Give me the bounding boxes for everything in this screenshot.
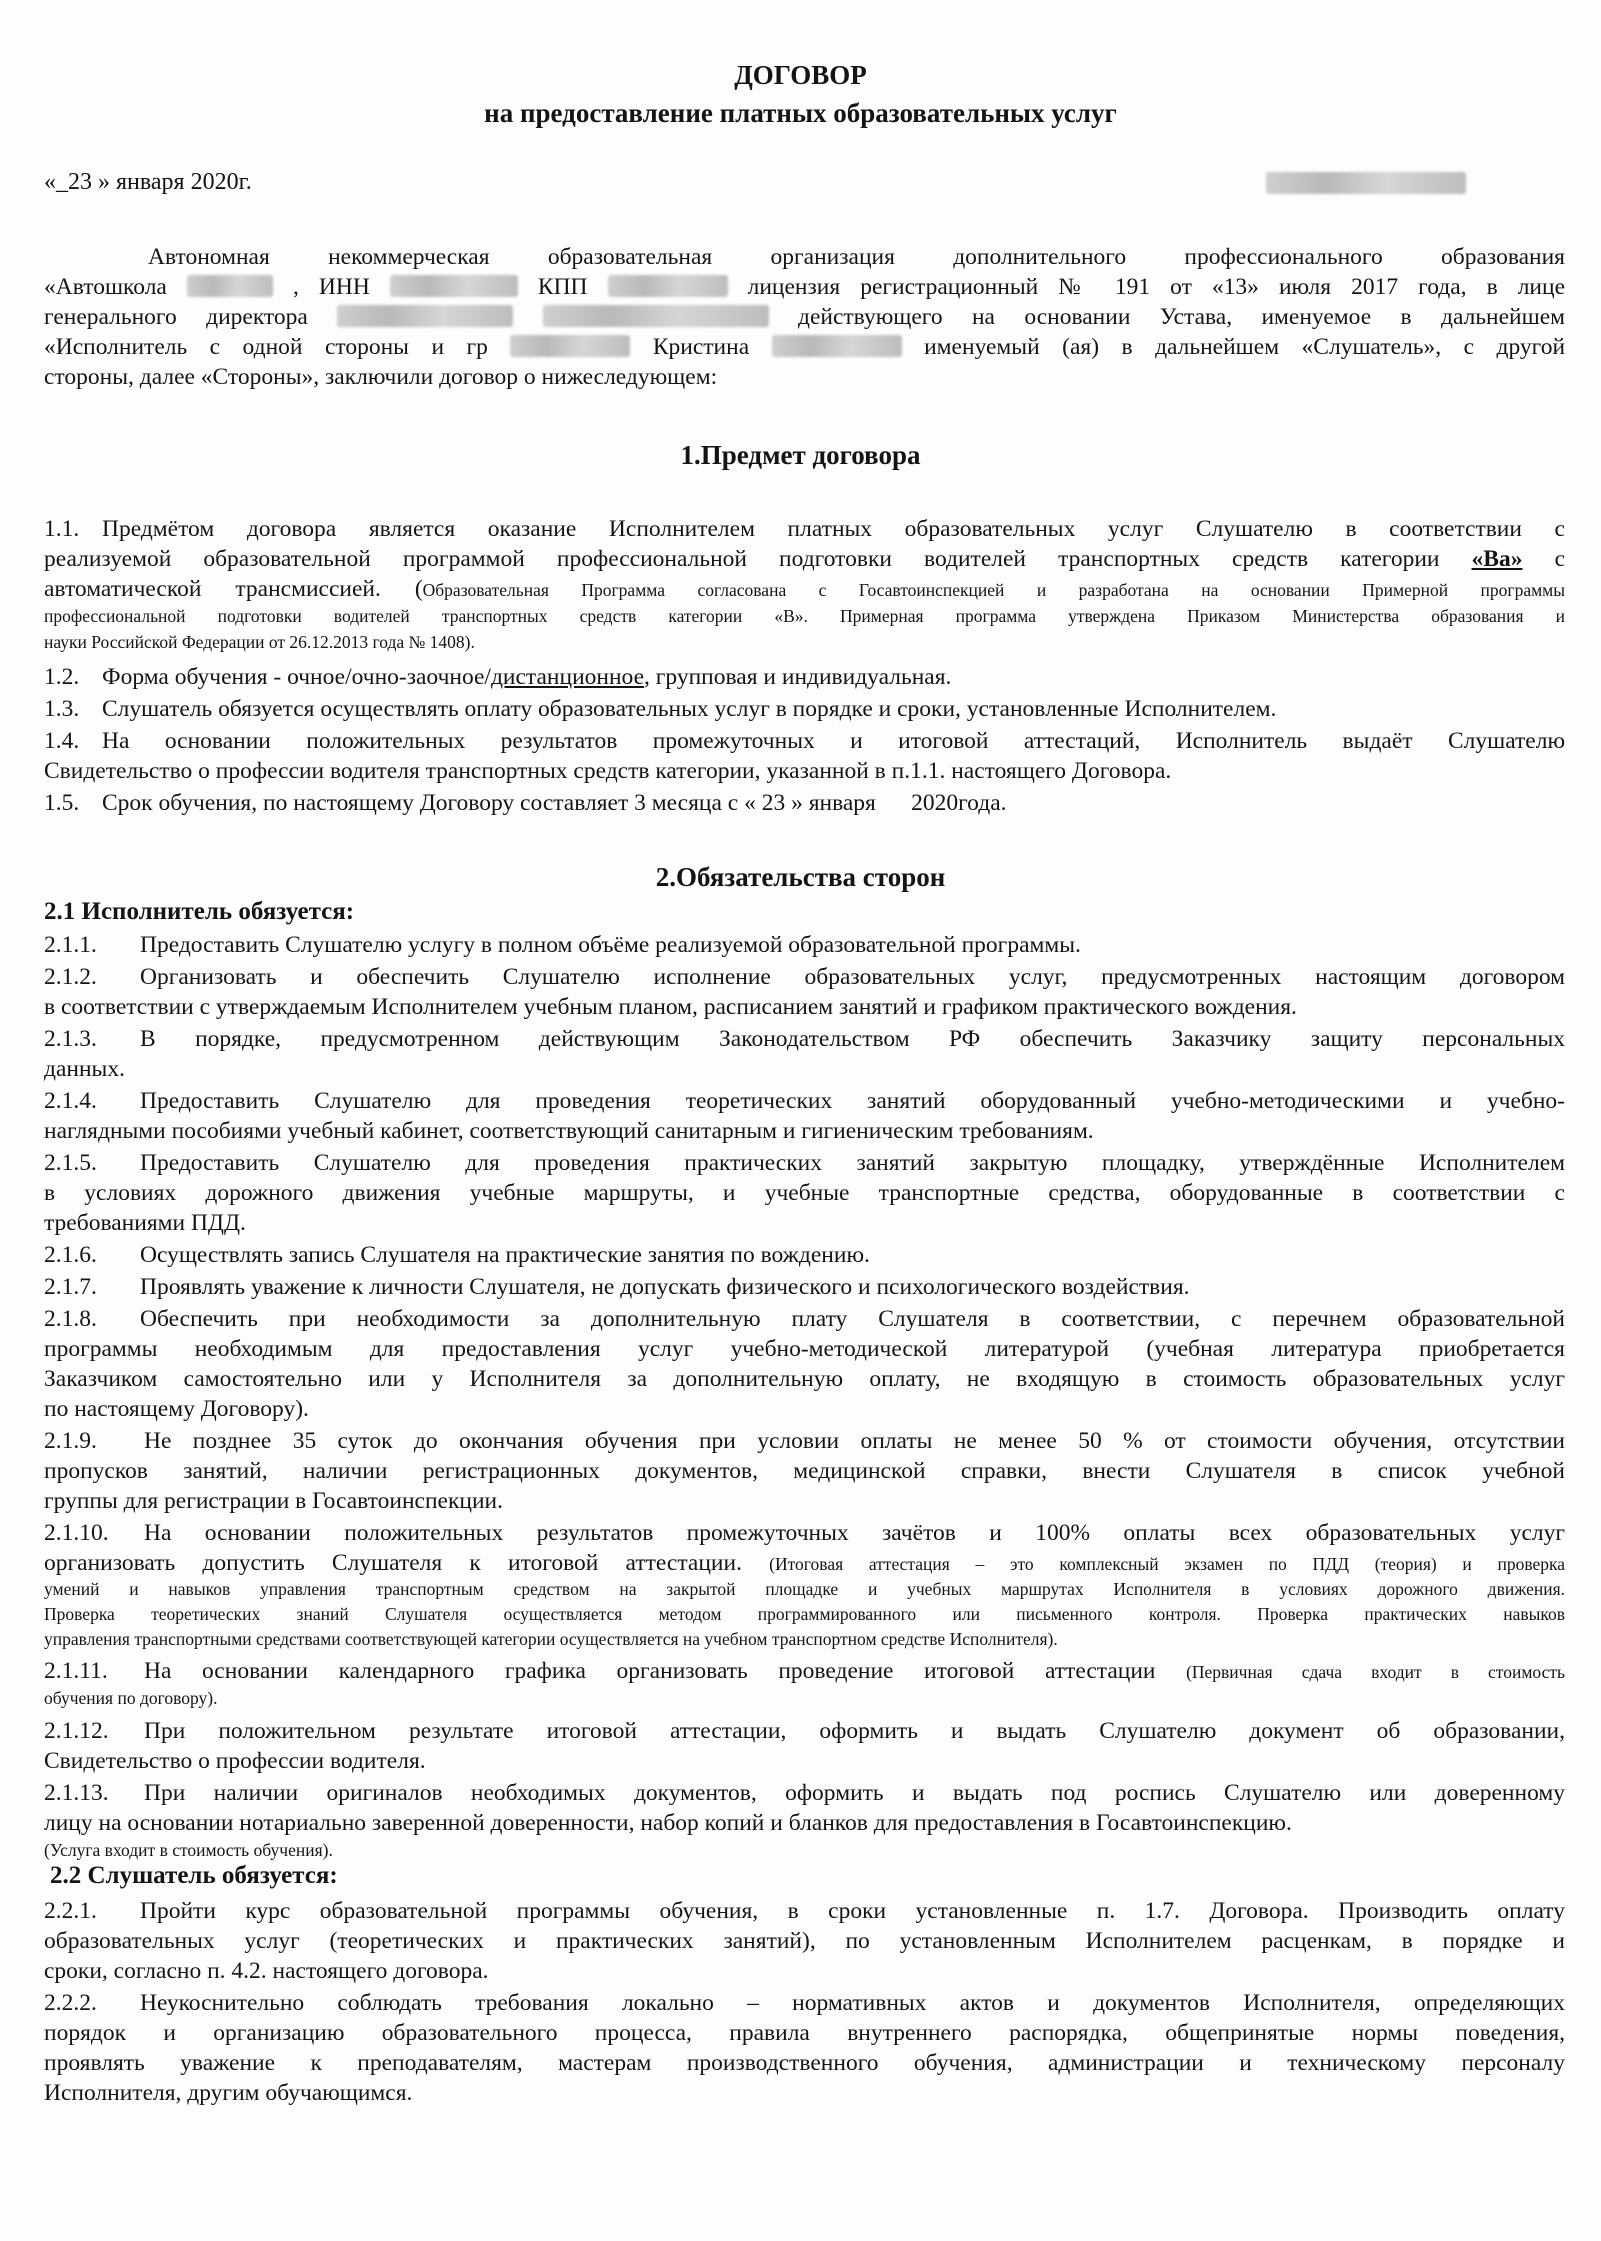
clause-2-1-10-line-5: управления транспортными средствами соответствующей категории осуществляется на учебном транспортном средстве Исполнителя). xyxy=(44,1629,1058,1649)
clause-text: Осуществлять запись Слушателя на практические занятия по вождению. xyxy=(140,1242,870,1268)
redacted-inn xyxy=(390,275,518,297)
intro-text: КПП xyxy=(537,274,588,300)
clause-text: с xyxy=(1554,546,1565,572)
clause-1-1-line-2 xyxy=(44,544,1565,574)
clause-number: 2.2.1. xyxy=(44,1898,97,1924)
redacted-school-name xyxy=(187,275,273,297)
clause-2-1-5-line-2: в условиях дорожного движения учебные маршруты, и учебные транспортные средства, оборудованные в соответствии с xyxy=(44,1180,1565,1206)
clause-text: Предоставить Слушателю услугу в полном объёме реализуемой образовательной программы. xyxy=(140,932,1081,958)
intro-line-5: стороны, далее «Стороны», заключили договор о нижеследующем: xyxy=(44,364,718,390)
redacted-student-surname xyxy=(510,335,630,357)
clause-text: Неукоснительно соблюдать требования локально – нормативных актов и документов Исполнителя, определяющих xyxy=(140,1990,1565,2016)
clause-number: 2.1.8. xyxy=(44,1306,97,1332)
clause-number: 2.1.6. xyxy=(44,1242,97,1268)
clause-text: Слушатель обязуется осуществлять оплату образовательных услуг в порядке и сроки, установленные Исполнителем. xyxy=(102,696,1277,722)
clause-text: Обеспечить при необходимости за дополнительную плату Слушателя в соответствии, с перечнем образовательной xyxy=(140,1306,1565,1332)
clause-number: 2.1.7. xyxy=(44,1274,97,1300)
section-2-heading: 2.Обязательства сторон xyxy=(655,862,946,892)
clause-number: 2.1.11. xyxy=(44,1658,108,1684)
clause-text: реализуемой образовательной программой профессиональной подготовки водителей транспортных средств категории xyxy=(44,546,1440,572)
clause-1-2 xyxy=(44,662,1565,692)
clause-text-underlined: дистанционное xyxy=(490,664,645,690)
clause-2-1-13-line-1 xyxy=(44,1778,1565,1808)
clause-2-1-4-line-2: наглядными пособиями учебный кабинет, соответствующий санитарным и гигиеническим требованиям. xyxy=(44,1118,1094,1144)
clause-number: 1.1. xyxy=(44,516,80,542)
clause-2-1-8-line-3: Заказчиком самостоятельно или у Исполнителя за дополнительную оплату, не входящую в стоимость образовательных услуг xyxy=(44,1366,1565,1392)
clause-text: Пройти курс образовательной программы обучения, в сроки установленные п. 1.7. Договора. Производить оплату xyxy=(140,1898,1565,1924)
clause-number: 1.3. xyxy=(44,696,80,722)
intro-line-2 xyxy=(44,272,1565,302)
clause-number: 2.1.1. xyxy=(44,932,97,958)
clause-2-1-4-line-1 xyxy=(44,1086,1565,1116)
clause-number: 2.1.10. xyxy=(44,1520,109,1546)
clause-2-1-10-line-3: умений и навыков управления транспортным средством на закрытой площадке и учебных маршрутах Исполнителя в условиях дорожного движения. xyxy=(44,1579,1565,1599)
clause-note: (Итоговая аттестация – это комплексный экзамен по ПДД (теория) и проверка xyxy=(769,1554,1566,1574)
clause-2-1-10-line-1 xyxy=(44,1518,1565,1548)
section-1-heading: 1.Предмет договора xyxy=(680,440,921,470)
clause-text: Предоставить Слушателю для проведения практических занятий закрытую площадку, утверждённые Исполнителем xyxy=(140,1150,1565,1176)
clause-2-2-1-line-3: сроки, согласно п. 4.2. настоящего договора. xyxy=(44,1958,489,1984)
intro-text: , ИНН xyxy=(292,274,370,300)
intro-text: «Исполнитель с одной стороны и гр xyxy=(44,334,488,360)
clause-2-1-6 xyxy=(44,1240,1565,1270)
clause-1-1-line-5: науки Российской Федерации от 26.12.2013 года № 1408). xyxy=(44,632,475,652)
intro-line-4 xyxy=(44,332,1565,362)
clause-2-1-10-line-2 xyxy=(44,1548,1565,1579)
contract-date: «_23 » января 2020г. xyxy=(44,169,252,195)
clause-text: Проявлять уважение к личности Слушателя, не допускать физического и психологического воздействия. xyxy=(140,1274,1190,1300)
clause-2-1-8-line-4: по настоящему Договору). xyxy=(44,1396,309,1422)
document-title: ДОГОВОР xyxy=(734,60,867,90)
clause-text: Не позднее 35 суток до окончания обучения при условии оплаты не менее 50 % от стоимости обучения, отсутствии xyxy=(144,1428,1565,1454)
clause-1-4-line-1 xyxy=(44,726,1565,756)
intro-text: «Автошкола xyxy=(44,274,167,300)
clause-2-1-3-line-2: данных. xyxy=(44,1056,125,1082)
clause-2-1-3-line-1 xyxy=(44,1024,1565,1054)
redacted-student-patronymic xyxy=(772,335,902,357)
intro-text: именуемый (ая) в дальнейшем «Слушатель», с другой xyxy=(924,334,1566,360)
clause-text: В порядке, предусмотренном действующим Законодательством РФ обеспечить Заказчику защиту персональных xyxy=(140,1026,1565,1052)
clause-number: 2.1.9. xyxy=(44,1428,97,1454)
clause-2-1-12-line-2: Свидетельство о профессии водителя. xyxy=(44,1748,426,1774)
clause-1-5 xyxy=(44,788,1565,818)
clause-2-1-5-line-1 xyxy=(44,1148,1565,1178)
clause-2-1-2-line-1 xyxy=(44,962,1565,992)
clause-text: Форма обучения - очное/очно-заочное/ xyxy=(102,664,491,690)
intro-line-3 xyxy=(44,302,1565,332)
clause-text: Срок обучения, по настоящему Договору составляет 3 месяца с « 23 » января 2020года. xyxy=(102,790,1007,816)
clause-text: На основании положительных результатов промежуточных зачётов и 100% оплаты всех образовательных услуг xyxy=(144,1520,1565,1546)
clause-number: 2.1.3. xyxy=(44,1026,97,1052)
clause-number: 1.2. xyxy=(44,664,80,690)
clause-text: организовать допустить Слушателя к итоговой аттестации. xyxy=(44,1550,742,1576)
clause-number: 2.1.12. xyxy=(44,1718,109,1744)
clause-text: Организовать и обеспечить Слушателю исполнение образовательных услуг, предусмотренных настоящим договором xyxy=(140,964,1565,990)
clause-text: Предмётом договора является оказание Исполнителем платных образовательных услуг Слушателю в соответствии с xyxy=(102,516,1565,542)
clause-number: 2.1.4. xyxy=(44,1088,97,1114)
document-subtitle: на предоставление платных образовательных услуг xyxy=(484,98,1117,128)
clause-2-1-2-line-2: в соответствии с утверждаемым Исполнителем учебным планом, расписанием занятий и графиком практического вождения. xyxy=(44,994,1297,1020)
clause-text: На основании положительных результатов промежуточных и итоговой аттестаций, Исполнитель выдаёт Слушателю xyxy=(102,728,1565,754)
redacted-kpp xyxy=(608,275,728,297)
intro-text: действующего на основании Устава, именуемое в дальнейшем xyxy=(798,304,1566,330)
clause-number: 1.4. xyxy=(44,728,80,754)
clause-text: При положительном результате итоговой аттестации, оформить и выдать Слушателю документ об образовании, xyxy=(144,1718,1565,1744)
clause-text: При наличии оригиналов необходимых документов, оформить и выдать под роспись Слушателю или доверенному xyxy=(144,1780,1565,1806)
clause-number: 1.5. xyxy=(44,790,80,816)
clause-2-1-9-line-3: группы для регистрации в Госавтоинспекции. xyxy=(44,1488,503,1514)
intro-line-1: Автономная некоммерческая образовательная организация дополнительного профессионального образования xyxy=(148,244,1565,270)
clause-2-1-5-line-3: требованиями ПДД. xyxy=(44,1210,246,1236)
clause-text: автоматической трансмиссией. ( xyxy=(44,576,423,602)
clause-2-2-1-line-2: образовательных услуг (теоретических и практических занятий), по установленным Исполнителем расценкам, в порядке и xyxy=(44,1928,1565,1954)
clause-2-1-7 xyxy=(44,1272,1565,1302)
clause-text: Предоставить Слушателю для проведения теоретических занятий оборудованный учебно-методическими и учебно- xyxy=(140,1088,1565,1114)
clause-2-2-2-line-1 xyxy=(44,1988,1565,2018)
subsection-2-1-heading: 2.1 Исполнитель обязуется: xyxy=(44,898,355,925)
clause-1-1-line-1 xyxy=(44,514,1565,544)
clause-2-1-10-line-4: Проверка теоретических знаний Слушателя осуществляется методом программированного или письменного контроля. Проверка практических навыков xyxy=(44,1604,1565,1624)
subsection-2-2-heading: 2.2 Слушатель обязуется: xyxy=(50,1862,338,1889)
clause-1-3 xyxy=(44,694,1565,724)
clause-2-1-9-line-2: пропусков занятий, наличии регистрационных документов, медицинской справки, внести Слушателя в список учебной xyxy=(44,1458,1565,1484)
clause-2-1-11-line-1 xyxy=(44,1656,1565,1687)
clause-note: (Первичная сдача входит в стоимость xyxy=(1186,1662,1565,1682)
clause-1-4-line-2: Свидетельство о профессии водителя транспортных средств категории, указанной в п.1.1. настоящего Договора. xyxy=(44,758,1172,784)
intro-text: Кристина xyxy=(652,334,750,360)
clause-text: , групповая и индивидуальная. xyxy=(644,664,952,690)
clause-2-1-8-line-2: программы необходимым для предоставления услуг учебно-методической литературой (учебная литература приобретается xyxy=(44,1336,1565,1362)
clause-2-1-13-line-2: лицу на основании нотариально заверенной доверенности, набор копий и бланков для предоставления в Госавтоинспекцию. xyxy=(44,1810,1292,1836)
clause-number: 2.1.2. xyxy=(44,964,97,990)
clause-2-1-9-line-1 xyxy=(44,1426,1565,1456)
clause-text: На основании календарного графика организовать проведение итоговой аттестации xyxy=(144,1658,1156,1684)
clause-number: 2.2.2. xyxy=(44,1990,97,2016)
clause-2-1-8-line-1 xyxy=(44,1304,1565,1334)
clause-1-1-line-4: профессиональной подготовки водителей транспортных средств категории «В». Примерная программа утверждена Приказом Министерства образования и xyxy=(44,606,1565,626)
clause-2-1-13-line-3: (Услуга входит в стоимость обучения). xyxy=(44,1840,333,1860)
redacted-city xyxy=(1266,172,1466,194)
clause-note: Образовательная Программа согласована с Госавтоинспекцией и разработана на основании Примерной программы xyxy=(422,580,1565,600)
redacted-director-surname xyxy=(337,305,513,327)
clause-2-1-1 xyxy=(44,930,1565,960)
clause-2-1-12-line-1 xyxy=(44,1716,1565,1746)
clause-2-2-1-line-1 xyxy=(44,1896,1565,1926)
clause-2-2-2-line-4: Исполнителя, другим обучающимся. xyxy=(44,2080,413,2106)
redacted-director-name xyxy=(543,305,769,327)
clause-2-2-2-line-2: порядок и организацию образовательного процесса, правила внутреннего распорядка, общепринятые нормы поведения, xyxy=(44,2020,1565,2046)
category-value: «Ва» xyxy=(1471,546,1523,572)
intro-text: генерального директора xyxy=(44,304,308,330)
clause-number: 2.1.13. xyxy=(44,1780,109,1806)
clause-2-2-2-line-3: проявлять уважение к преподавателям, мастерам производственного обучения, администрации и техническому персоналу xyxy=(44,2050,1565,2076)
clause-1-1-line-3 xyxy=(44,574,1565,605)
clause-number: 2.1.5. xyxy=(44,1150,97,1176)
clause-2-1-11-line-2: обучения по договору). xyxy=(44,1688,218,1708)
intro-text: лицензия регистрационный № 191 от «13» июля 2017 года, в лице xyxy=(747,274,1566,300)
